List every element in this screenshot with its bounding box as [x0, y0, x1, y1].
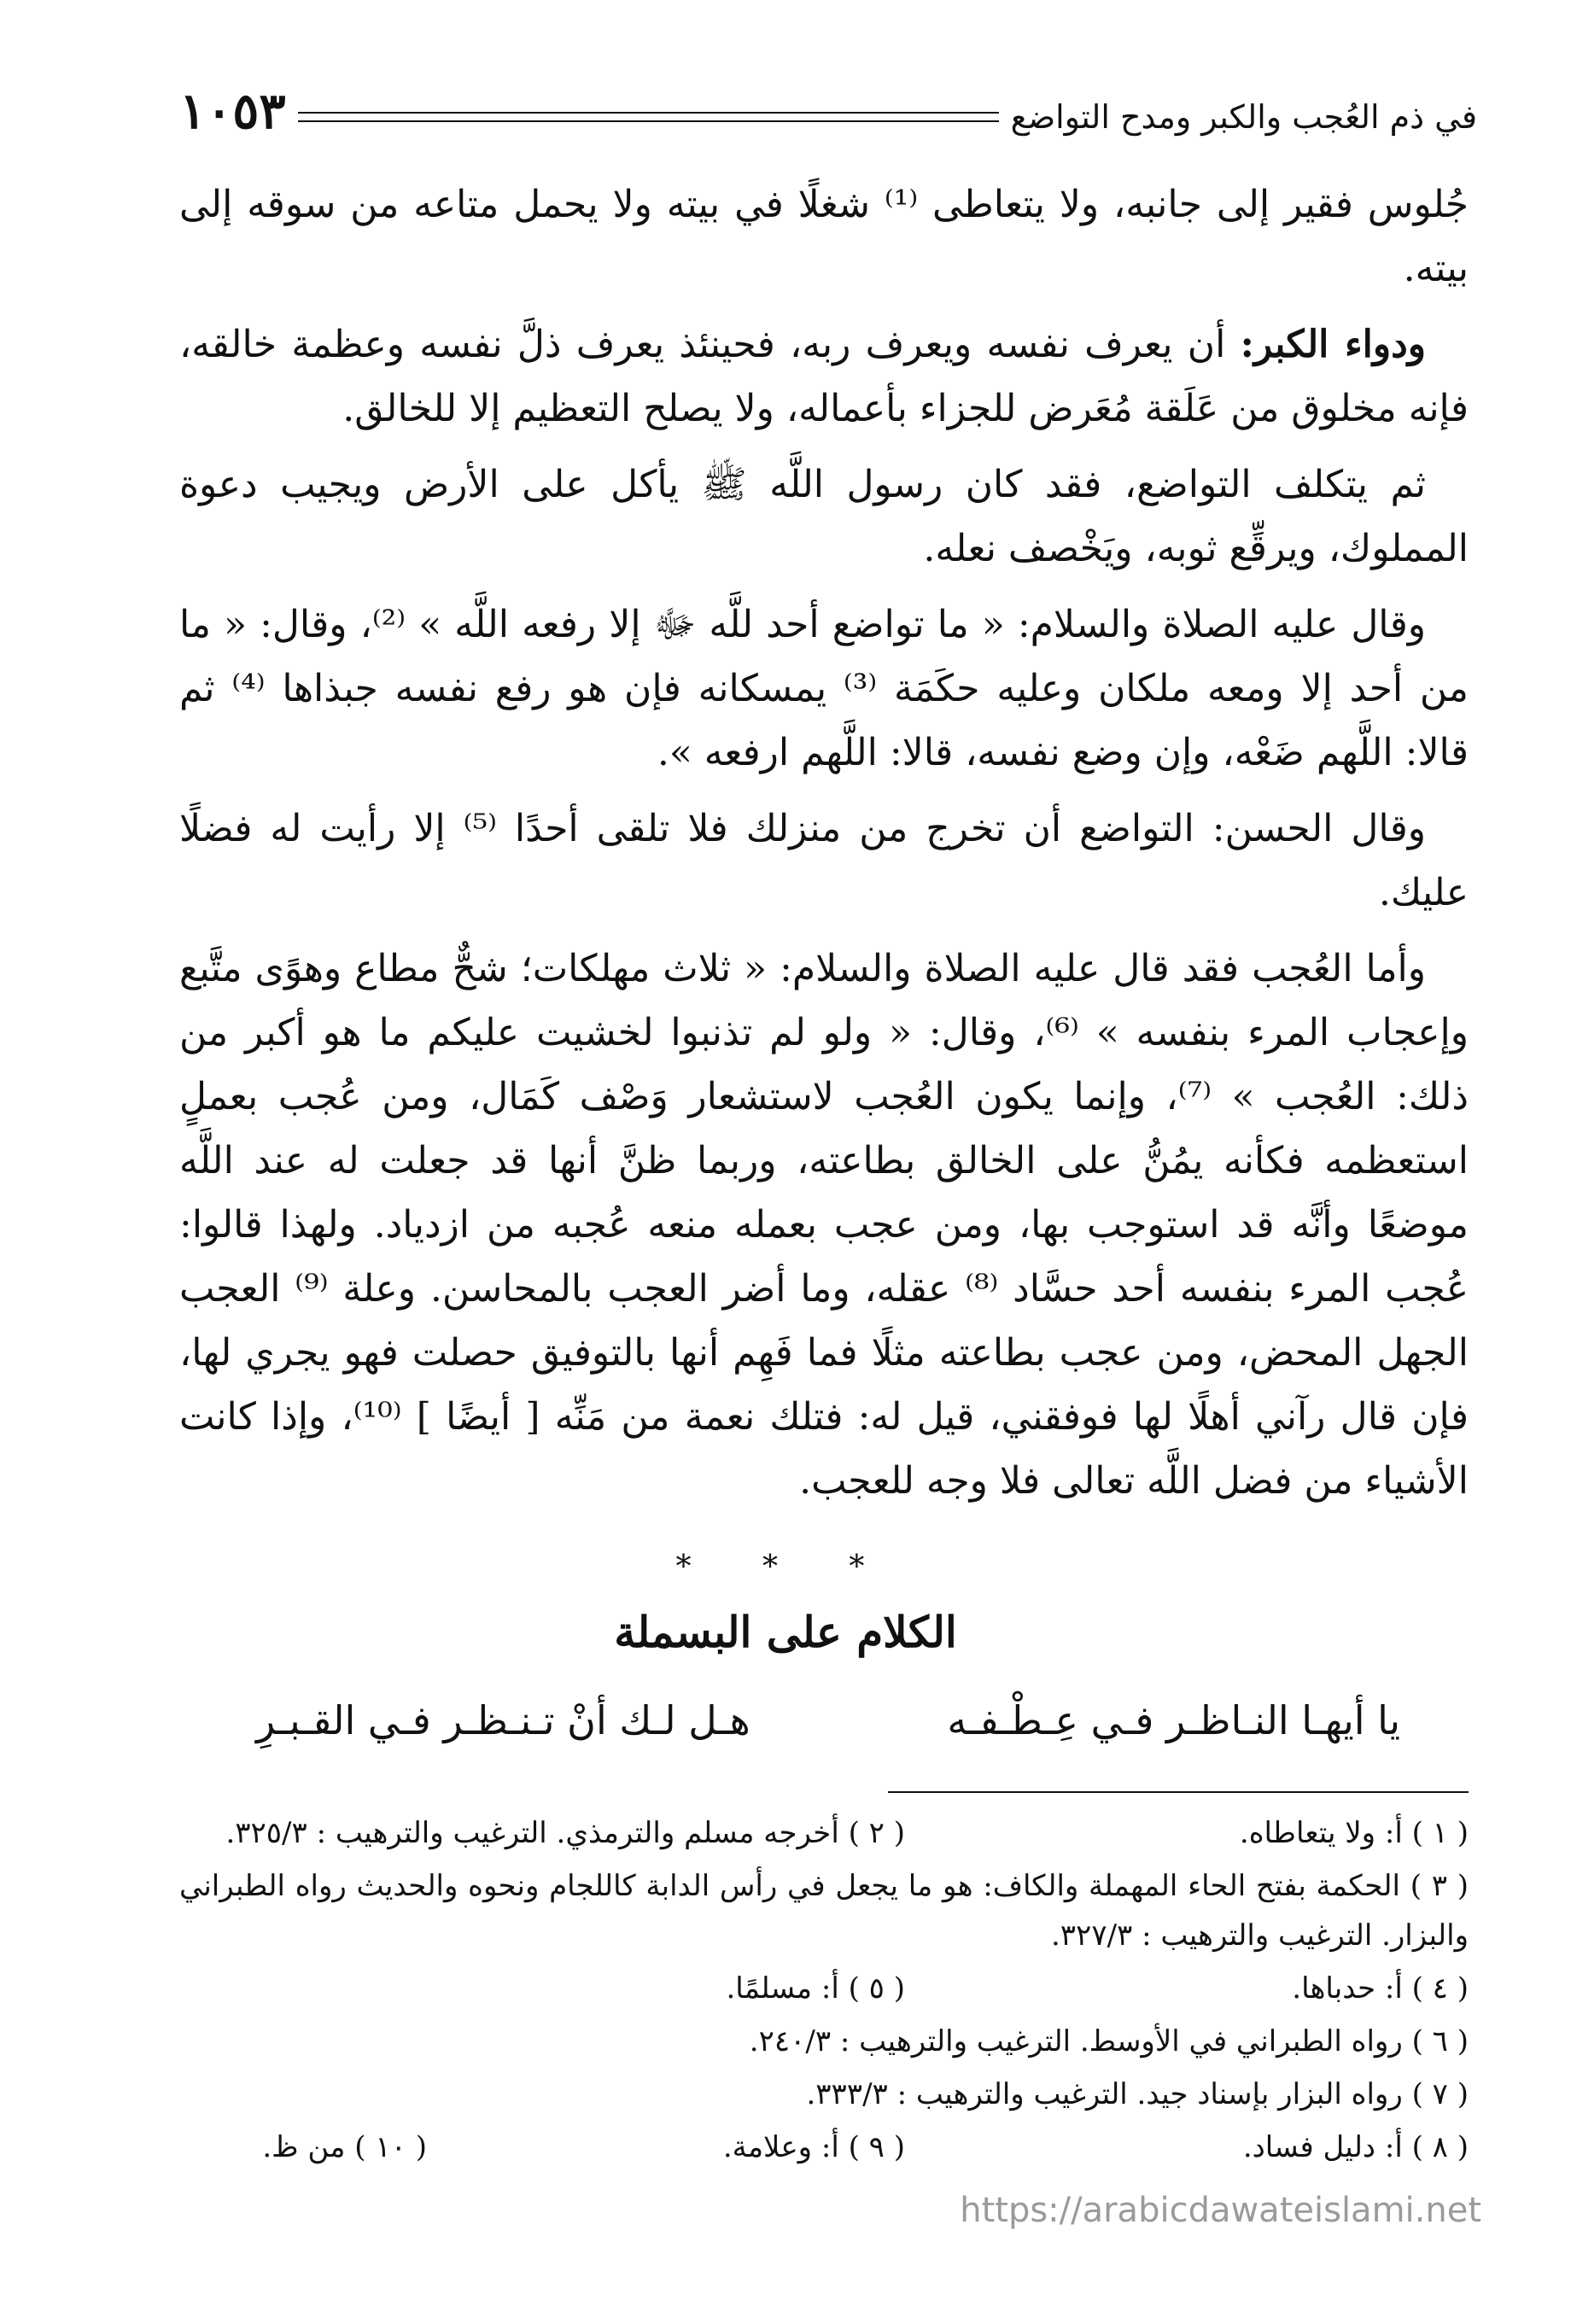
verse-second-hemistich: هـل لـك أنْ تـنـظـر فـي القـبـرِ	[256, 1697, 750, 1743]
footnote: ( ١٠ ) من ظ.	[262, 2130, 427, 2164]
footnote-row	[179, 2070, 1469, 2119]
footnote-row	[179, 1964, 1469, 2013]
footnote-row	[179, 2123, 1469, 2172]
paragraph: وقال الحسن: التواضع أن تخرج من منزلك فلا تلقى أحدًا ⁽⁵⁾ إلا رأيت له فضلًا عليك.	[179, 807, 1469, 914]
paragraph: جُلوس فقير إلى جانبه، ولا يتعاطى ⁽¹⁾ شغلًا في بيته ولا يحمل متاعه من سوقه إلى بيته.	[179, 183, 1469, 290]
footnote: ( ١ ) أ: ولا يتعاطاه.	[1239, 1816, 1469, 1850]
footnote: ( ٥ ) أ: مسلمًا.	[726, 1971, 905, 2006]
section-title: الكلام على البسملة	[614, 1607, 957, 1657]
footnote-row	[179, 2017, 1469, 2066]
footnote: ( ٣ ) الحكمة بفتح الحاء المهملة والكاف: هو ما يجعل في رأس الدابة كاللجام ونحوه والحديث رواه الطبراني والبزار. الترغيب والترهيب : ٣٢٧/٣.	[179, 1869, 1469, 1953]
running-header	[179, 89, 1477, 145]
footnote: ( ٨ ) أ: دليل فساد.	[1242, 2130, 1469, 2164]
page-number: ١٠٥٣	[179, 82, 298, 140]
main-text	[179, 172, 1469, 1525]
paragraph: وأما العُجب فقد قال عليه الصلاة والسلام: « ثلاث مهلكات؛ شحٌّ مطاع وهوًى متَّبع وإعجاب المرء بنفسه » ⁽⁶⁾، وقال: « ولو لم تذنبوا لخشيت عليكم ما هو أكبر من ذلك: العُجب » ⁽⁷⁾، وإنما يكون العُجب لاستشعار وَصْف كَمَال، ومن عُجب بعملٍ استعظمه فكأنه يمُنُّ على الخالق بطاعته، وربما ظنَّ أنها قد جعلت له عند اللَّه موضعًا وأنَّه قد استوجب بها، ومن عجب بعمله منعه عُجبه من ازدياد. ولهذا قالوا: عُجب المرء بنفسه أحد حسَّاد ⁽⁸⁾ عقله، وما أضر العجب بالمحاسن. وعلة ⁽⁹⁾ العجب الجهل المحض، ومن عجب بطاعته مثلًا فما فَهِم أنها بالتوفيق حصلت فهو يجري لها، فإن قال رآني أهلًا لها فوفقني، قيل له: فتلك نعمة من مَنِّه [ أيضًا ] ⁽¹⁰⁾، وإذا كانت الأشياء من فضل اللَّه تعالى فلا وجه للعجب.	[179, 947, 1469, 1503]
footnote: ( ٤ ) أ: حدباها.	[1292, 1971, 1469, 2006]
paragraph: ثم يتكلف التواضع، فقد كان رسول اللَّه ﷺ يأكل على الأرض ويجيب دعوة المملوك، ويرقِّع ثوبه، ويَخْصف نعله.	[179, 463, 1469, 570]
footnote-separator	[888, 1791, 1469, 1793]
footnote: ( ٧ ) رواه البزار بإسناد جيد. الترغيب والترهيب : ٣٣٣/٣.	[806, 2077, 1469, 2111]
header-title: في ذم العُجب والكبر ومدح التواضع	[1010, 98, 1477, 136]
footnote-row	[179, 1808, 1469, 1858]
footnote: ( ٦ ) رواه الطبراني في الأوسط. الترغيب والترهيب : ٢٤٠/٣.	[749, 2024, 1469, 2058]
paragraph	[179, 312, 1469, 441]
footnote: ( ٩ ) أ: وعلامة.	[722, 2130, 905, 2164]
paragraph-lead: ودواء الكبر:	[1240, 323, 1426, 366]
footnote: ( ٢ ) أخرجه مسلم والترمذي. الترغيب والترهيب : ٣٢٥/٣.	[225, 1816, 905, 1850]
poetry-verse	[256, 1697, 1400, 1743]
header-double-rule	[179, 112, 999, 122]
section-divider-stars: * * *	[675, 1550, 896, 1585]
footnotes	[179, 1808, 1469, 2175]
paragraph: وقال عليه الصلاة والسلام: « ما تواضع أحد للَّه ﷻ إلا رفعه اللَّه » ⁽²⁾، وقال: « ما من أحد إلا ومعه ملكان وعليه حكَمَة ⁽³⁾ يمسكانه فإن هو رفع نفسه جبذاها ⁽⁴⁾ ثم قالا: اللَّهم ضَعْه، وإن وضع نفسه، قالا: اللَّهم ارفعه ».	[179, 603, 1469, 774]
verse-first-hemistich: يا أيهـا النـاظـر فـي عِـطْـفـه	[947, 1697, 1400, 1743]
watermark-url: https://arabicdawateislami.net	[960, 2191, 1481, 2230]
paragraph-text: أن يعرف نفسه ويعرف ربه، فحينئذ يعرف ذلَّ نفسه وعظمة خالقه، فإنه مخلوق من عَلَقة مُعَرض للجزاء بأعماله، ولا يصلح التعظيم إلا للخالق.	[179, 323, 1469, 430]
